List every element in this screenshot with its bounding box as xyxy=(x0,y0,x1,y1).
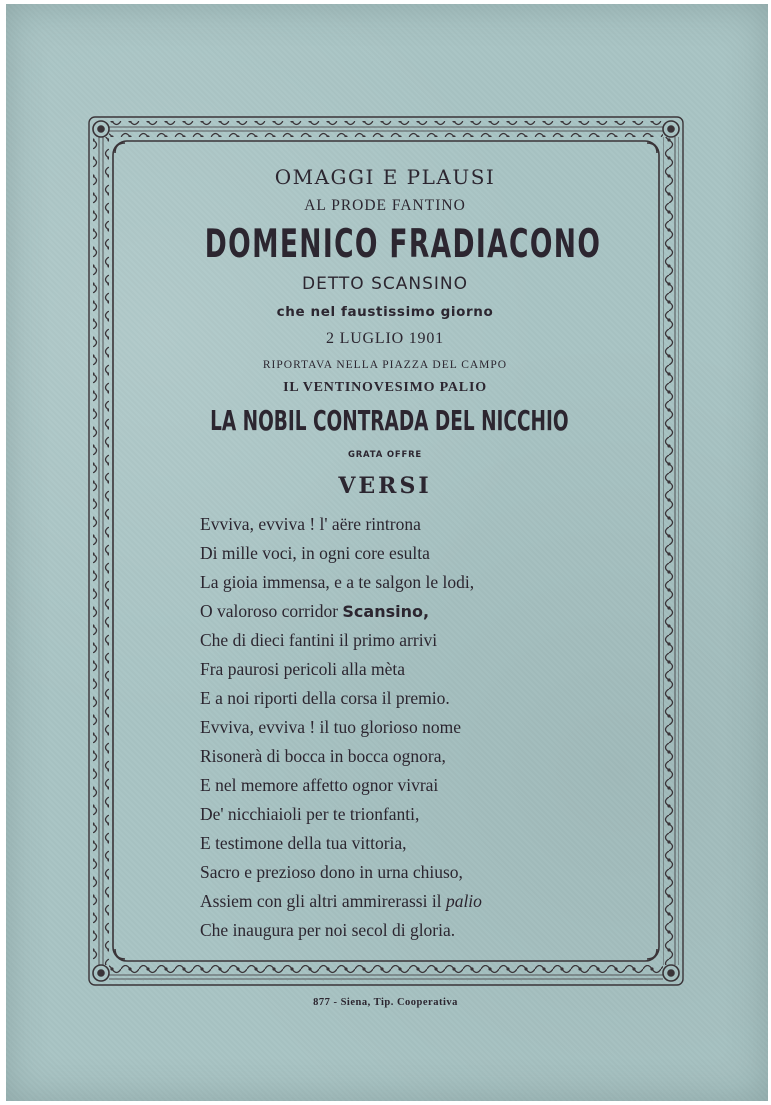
verse-palio-italic: palio xyxy=(445,891,482,911)
heading-versi: VERSI xyxy=(338,473,432,499)
jockey-name: DOMENICO FRADIACONO xyxy=(204,222,602,267)
verse-nickname: Scansino, xyxy=(342,602,430,621)
verse-line: La gioia immensa, e a te salgon le lodi, xyxy=(200,572,475,592)
verse-line: Fra paurosi pericoli alla mèta xyxy=(200,659,406,679)
heading-faustissimo: che nel faustissimo giorno xyxy=(276,304,494,320)
contrada-name: LA NOBIL CONTRADA DEL NICCHIO xyxy=(210,404,569,437)
verse-line: Evviva, evviva ! il tuo glorioso nome xyxy=(200,717,461,737)
jockey-nickname: DETTO SCANSINO xyxy=(302,274,468,294)
verse-line: Risonerà di bocca in bocca ognora, xyxy=(200,746,446,766)
heading-piazza: RIPORTAVA NELLA PIAZZA DEL CAMPO xyxy=(262,359,508,371)
heading-prode-fantino: AL PRODE FANTINO xyxy=(304,197,466,214)
verse-line: Sacro e prezioso dono in urna chiuso, xyxy=(200,862,463,882)
verse-line: Che di dieci fantini il primo arrivi xyxy=(200,630,438,650)
verse-line: De' nicchiaioli per te trionfanti, xyxy=(200,804,420,824)
printer-imprint: 877 - Siena, Tip. Cooperativa xyxy=(313,997,458,1008)
verse-text: O valoroso corridor xyxy=(200,601,343,621)
verse-text: Assiem con gli altri ammirerassi il xyxy=(200,891,446,911)
verse-line: Di mille voci, in ogni core esulta xyxy=(200,543,430,563)
verse-line xyxy=(200,891,482,912)
verse-line: Che inaugura per noi secol di gloria. xyxy=(200,920,456,940)
verse-line: Evviva, evviva ! l' aëre rintrona xyxy=(200,514,421,534)
verse-line: E a noi riporti della corsa il premio. xyxy=(200,688,450,708)
heading-omaggi: OMAGGI E PLAUSI xyxy=(274,165,496,189)
heading-grata-offre: GRATA OFFRE xyxy=(347,450,423,460)
verse-line: E nel memore affetto ognor vivrai xyxy=(200,775,439,795)
verse-line: E testimone della tua vittoria, xyxy=(200,833,407,853)
heading-palio: IL VENTINOVESIMO PALIO xyxy=(283,380,487,395)
verse-line xyxy=(200,601,429,622)
race-date: 2 LUGLIO 1901 xyxy=(326,330,444,347)
